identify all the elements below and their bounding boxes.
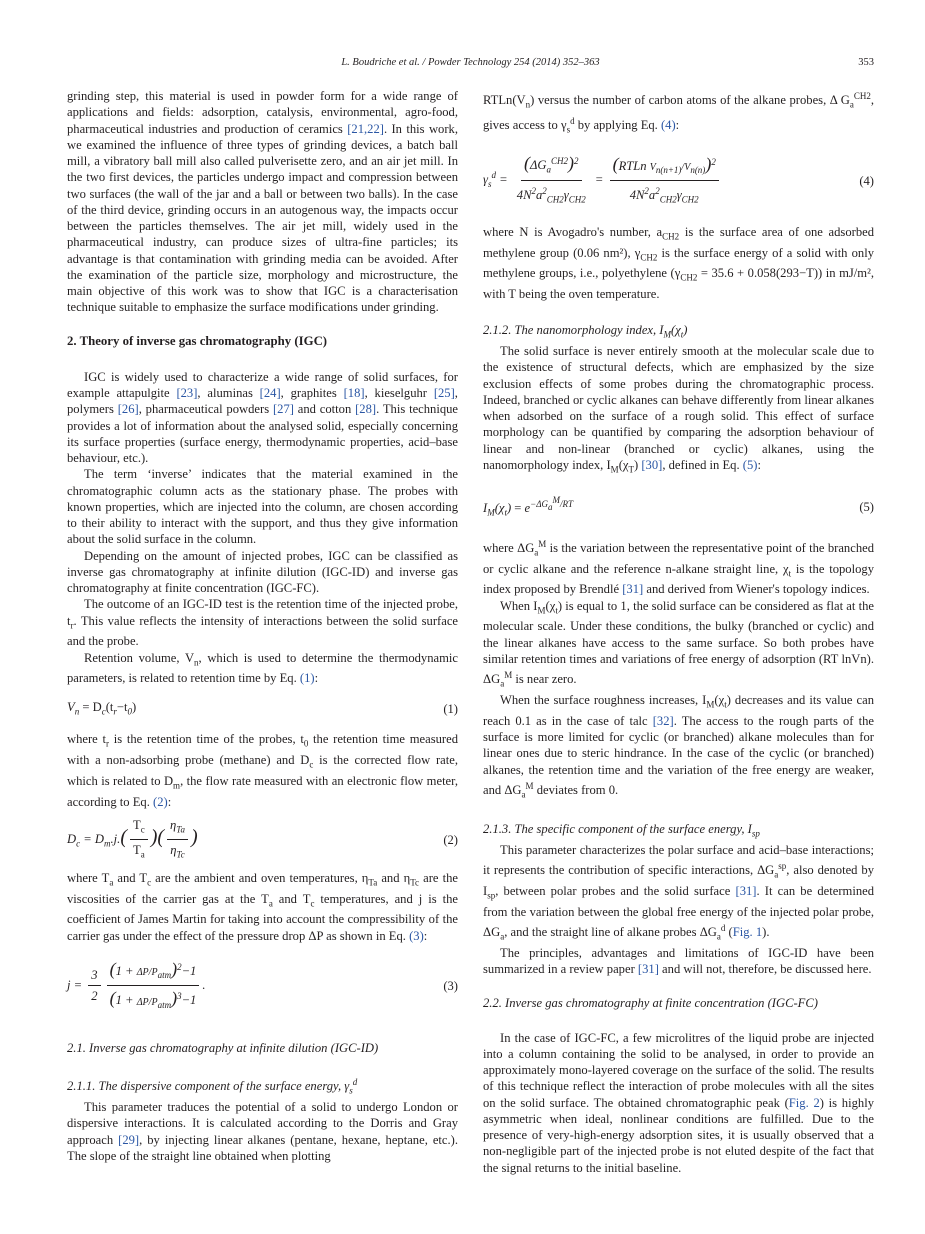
subsubsection-heading: 2.1.2. The nanomorphology index, $I_M(\chi_t)$ [483,323,688,340]
paragraph: The principles, advantages and limitations of IGC-ID have been summarized in a review paper [31] and will not, therefore, be discussed here. [483,945,874,977]
subsubsection-heading: 2.1.1. The dispersive component of the surface energy, $\gamma_s^d$ [67,1077,358,1096]
equation-link[interactable]: (3) [409,928,424,943]
paragraph: When $I_M(\chi_t)$ is equal to 1, the solid surface can be considered as flat at the molecular scale. Under these conditions, the bulky (branched or cyclic) and the linear alkanes have access to the same surface. So both probes have similar retention times and variations of free energy of adsorption (RT lnVn). $\Delta G_a^M$ is near zero. [483,598,874,689]
right-column [483,88,874,1176]
paragraph: Depending on the amount of injected probes, IGC can be classified as inverse gas chromatography at infinite dilution (IGC-ID) and inverse gas chromatography at finite concentration (IGC-FC). [67,548,458,595]
equation-number: (4) [859,173,874,188]
equation-link[interactable]: (2) [153,794,168,809]
citation-link[interactable]: [26] [117,402,139,417]
subsection-heading: 2.1. Inverse gas chromatography at infinite dilution (IGC-ID) [67,1040,379,1055]
paragraph: grinding step, this material is used in powder form for a wide range of applications and fields: adsorption, catalysis, environmental, agro-food, pharmaceutical industries and production of ceramics [21,22]. In this work, we examined the influence of three types of grinding devices, a batch ball mill, a vibratory ball mill also called pulverisette zero, and an air jet mill. In the two first devices, the particles undergo impact and compression between two surfaces (the wall of the jar and a ball or between two balls). In the case of the third device, grinding occurs in an autogenous way, the impacts occur between the particles themselves. The air jet mill, widely used in the pharmaceutical industry, can produce sizes of ultra-fine particles; its advantage is that contamination with grinding media can be avoided. After the examination of the particle size, morphology and microstructure, the main objective of this work was to show that IGC is a characterisation technique suitable to emphasize the surface modifications under grinding. [67,89,458,315]
section-heading: 2. Theory of inverse gas chromatography (IGC) [67,333,328,348]
paragraph: In the case of IGC-FC, a few microlitres of the liquid probe are injected into a column containing the solid to be analysed, in order to provide an approximately mono-layered coverage on the surface of the solid. The results of this technique reflect the interaction of probe molecules with all the sites on the solid surface. The obtained chromatographic peak (Fig. 2) is highly asymmetric when ideal, nonlinear conditions are fulfilled. Due to the presence of very-high-energy adsorption sites, it is usually observed that a non-negligible part of the injected probe is not eluted despite of the fact that the signal returns to the initial baseline. [483,1030,874,1175]
citation-link[interactable]: [24] [259,386,281,400]
equation-number: (5) [859,499,874,514]
citation-link[interactable]: [28] [355,402,377,417]
paragraph: where N is Avogadro's number, $a_{CH2}$ is the surface area of one adsorbed methylene group (0.06 nm²), $\gamma_{CH2}$ is the surface energy of a solid with only methylene groups, i.e., polyethylene $(\gamma_{CH2} = 35.6 + 0.058(293-T))$ in mJ/m², with T being the oven temperature. [483,224,875,302]
equation-2: $D_c = D_m.j$.( $\frac{T_c}{T_a}$ )( $\frac{\eta_{Ta}}{\eta_{Tc}}$ ) (2) [67,817,458,860]
subsubsection-heading: 2.1.3. The specific component of the surface energy, $I_{sp}$ [483,821,760,839]
paragraph: When the surface roughness increases, $I_M(\chi_t)$ decreases and its value can reach 0.1 as in the case of talc [32]. The access to the rough parts of the surface is more limited for cyclic (or branched) alkane molecules than for linear ones due to steric hindrance. In the case of the cyclic (or branched) alkanes, the retention time and the variation of the free energy are weaker, and $\Delta G_a^M$ deviates from 0. [483,693,874,800]
equation-number: (2) [443,832,458,847]
equation-3: j = $\frac{3}{2}$ $\frac{(1 + \Delta P/P_{atm})^2-1}{(1 + \Delta P/P_{atm})^3-1}$ . (3) [67,959,458,1010]
equation-1: $V_n = D_c(t_r-t_0)$ (1) [67,699,458,717]
equation-link[interactable]: (5) [742,457,758,472]
paragraph: IGC is widely used to characterize a wide range of solid surfaces, for example attapulgite [23], aluminas [24], graphites [18], kieselguhr [25], polymers [26], pharmaceutical powders [27] and cotton [28]. This technique provides a lot of information about the analysed solid, especially concerning its surface properties (surface energy, thermodynamic properties, acid–base behaviour, etc.). [67,369,459,465]
paragraph: $RTLn(V_n)$ versus the number of carbon atoms of the alkane probes, Δ $G_a^{CH2}$, gives access to $\gamma_s^d$ by applying Eq. (4): [483,91,874,135]
equation-number: (1) [443,701,458,716]
citation-link[interactable]: [27] [272,402,294,417]
paragraph: where $\Delta G_a^M$ is the variation between the representative point of the branched or cyclic alkane and the reference n-alkane straight line, $\chi_t$ is the topology index proposed by Brendlé [31] and derived from Wiener's topology indices. [483,538,875,597]
citation-link[interactable]: [25] [433,386,455,400]
citation-link[interactable]: [23] [176,386,198,400]
paragraph: This parameter characterizes the polar surface and acid–base interactions; it represents the contribution of specific interactions, $\Delta G_a^{sp}$, also denoted by $I_{sp}$, between polar probes and the solid surface [31]. It can be determined from the variation between the global free energy of the injected polar probe, $\Delta G_a$, and the straight line of alkane probes $\Delta G_a^d$ (Fig. 1). [483,842,875,942]
citation-link[interactable]: [31] [622,582,644,597]
paragraph: This parameter traduces the potential of a solid to undergo London or dispersive interactions. It is calculated according to the Dorris and Gray approach [29], by injecting linear alkanes (pentane, hexane, heptane, etc.). The slope of the straight line obtained when plotting [67,1100,458,1163]
paragraph: The outcome of an IGC-ID test is the retention time of the injected probe, $t_r$. This value reflects the intensity of interactions between the solid surface and the probe. [67,597,458,649]
equation-number: (3) [443,978,458,993]
paragraph: where $t_r$ is the retention time of the probes, $t_0$ the retention time measured with a non-adsorbing probe (methane) and $D_c$ is the corrected flow rate, which is related to $D_m$, the flow rate measured with an electronic flow meter, according to Eq. (2): [67,732,458,809]
equation-link[interactable]: (1) [299,671,315,686]
citation-link[interactable]: [30] [641,457,663,472]
equation-4: $\gamma_s^d$ = $\frac{(\Delta G_a^{CH2})^2}{4N^2a^2_{CH2}\gamma_{CH2}}$ = $\frac{(RTLn V_{n(n+1)}/V_{n(n)})^2}{4N^2a^2_{CH2}\gamma_{CH2}}$ (4) [483,153,874,206]
citation-link[interactable]: [21,22] [347,121,384,136]
citation-link[interactable]: [31] [637,962,659,977]
left-column [67,88,458,1164]
subsection-heading: 2.2. Inverse gas chromatography at finite concentration (IGC-FC) [483,996,818,1011]
paragraph: The term ‘inverse’ indicates that the material examined in the chromatographic column acts as the stationary phase. The probes with known properties, which are injected into the column, are chosen according to their ability to interact with the support, and thus they give information about the solid surface in the column. [67,467,458,547]
citation-link[interactable]: [31] [735,883,757,898]
equation-5: $I_M(\chi_t) = e^{-\Delta G_a^M/RT}$ (5) [483,495,874,518]
citation-link[interactable]: [29] [118,1132,140,1147]
paragraph: where $T_a$ and $T_c$ are the ambient and oven temperatures, $\eta_{Ta}$ and $\eta_{Tc}$ are the viscosities of the carrier gas at the $T_a$ and $T_c$ temperatures, and j is the coefficient of James Martin for taking into account the compressibility of the carrier gas under the effect of the pressure drop ΔP as shown in Eq. (3): [67,870,458,943]
running-title: L. Boudriche et al. / Powder Technology 254 (2014) 352–363 [341,57,600,68]
figure-link[interactable]: Fig. 1 [732,925,763,940]
citation-link[interactable]: [18] [343,386,365,400]
equation-link[interactable]: (4) [660,118,676,133]
paragraph: The solid surface is never entirely smooth at the molecular scale due to the existence of structural defects, which are emphasized by the size exclusion effects of some probes during the chromatographic process. Indeed, branched or cyclic alkanes can behave differently from linear alkanes when adsorbed on the surface of a rough solid. This effect of surface morphology can be quantified by comparing the adsorption behaviour of linear and non-linear (branched or cyclic) alkanes, using the nanomorphology index, $I_M(\chi_T)$ [30], defined in Eq. (5): [483,344,874,475]
figure-link[interactable]: Fig. 2 [788,1095,820,1110]
paragraph: Retention volume, $V_n$, which is used to determine the thermodynamic parameters, is related to retention time by Eq. (1): [67,650,458,686]
running-header [67,57,874,73]
page-number: 353 [858,57,874,68]
citation-link[interactable]: [32] [652,713,674,728]
